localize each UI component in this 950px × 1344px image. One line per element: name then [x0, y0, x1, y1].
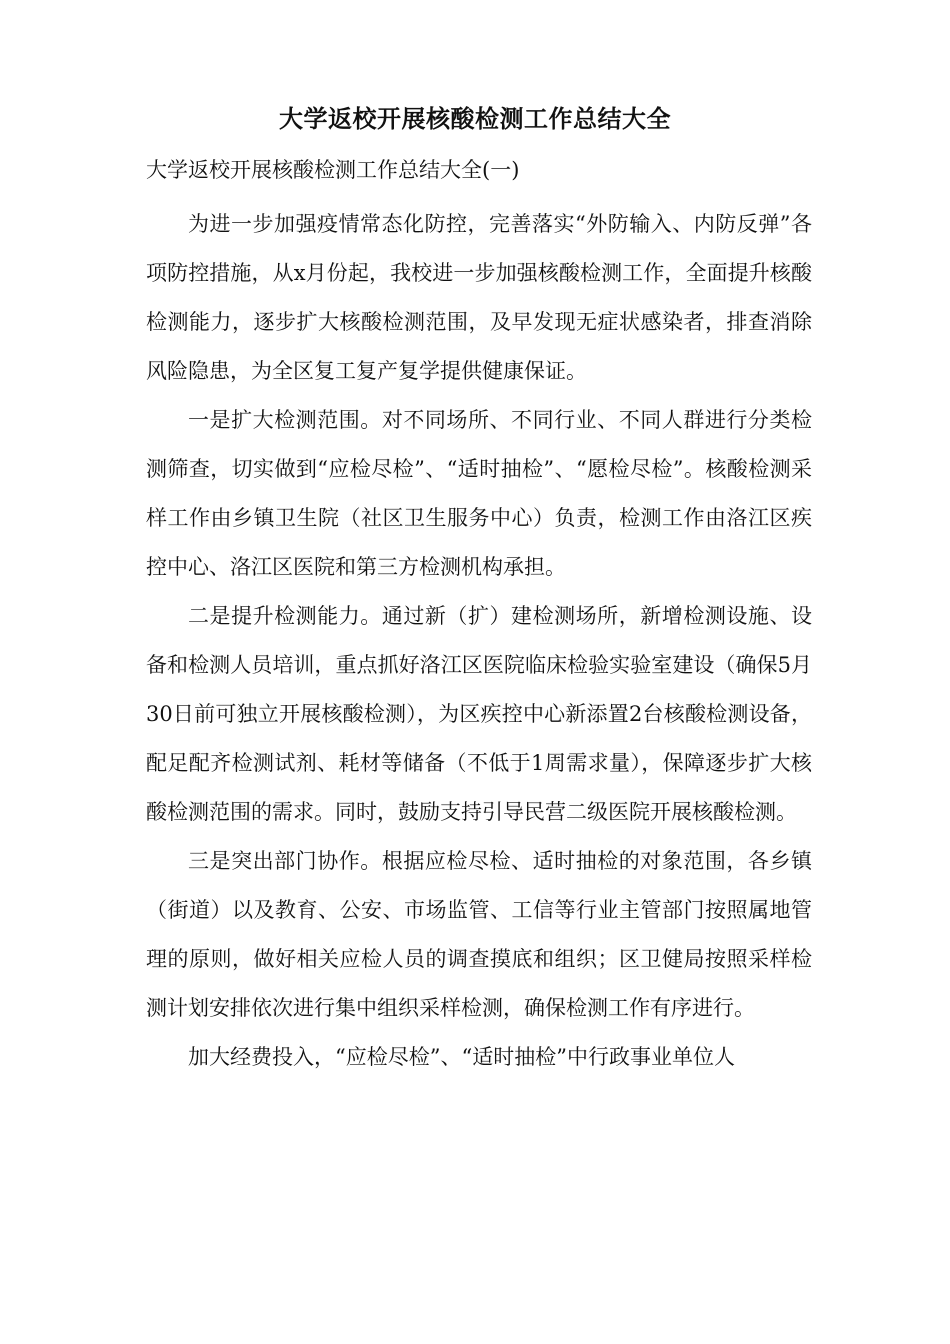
- document-body: [146, 200, 812, 1082]
- paragraph-expand-scope: 一是扩大检测范围。对不同场所、不同行业、不同人群进行分类检测筛查，切实做到“应检尽检”、“适时抽检”、“愿检尽检”。核酸检测采样工作由乡镇卫生院（社区卫生服务中心）负责，检测工作由洛江区疾控中心、洛江区医院和第三方检测机构承担。: [146, 408, 812, 579]
- paragraph-funding: 加大经费投入，“应检尽检”、“适时抽检”中行政事业单位人: [188, 1045, 735, 1069]
- document-subtitle: 大学返校开展核酸检测工作总结大全(一): [146, 158, 520, 182]
- paragraph-intro: 为进一步加强疫情常态化防控，完善落实“外防输入、内防反弹”各项防控措施，从x月份起，我校进一步加强核酸检测工作，全面提升核酸检测能力，逐步扩大核酸检测范围，及早发现无症状感染者，排查消除风险隐患，为全区复工复产复学提供健康保证。: [146, 212, 812, 383]
- paragraph-improve-capacity: 二是提升检测能力。通过新（扩）建检测场所，新增检测设施、设备和检测人员培训，重点抓好洛江区医院临床检验实验室建设（确保5月30日前可独立开展核酸检测），为区疾控中心新添置2台核酸检测设备，配足配齐检测试剂、耗材等储备（不低于1周需求量），保障逐步扩大核酸检测范围的需求。同时，鼓励支持引导民营二级医院开展核酸检测。: [146, 604, 812, 824]
- paragraph-department-collaboration: 三是突出部门协作。根据应检尽检、适时抽检的对象范围，各乡镇（街道）以及教育、公安、市场监管、工信等行业主管部门按照属地管理的原则，做好相关应检人员的调查摸底和组织；区卫健局按照采样检测计划安排依次进行集中组织采样检测，确保检测工作有序进行。: [146, 849, 812, 1020]
- document-title: 大学返校开展核酸检测工作总结大全: [279, 105, 671, 133]
